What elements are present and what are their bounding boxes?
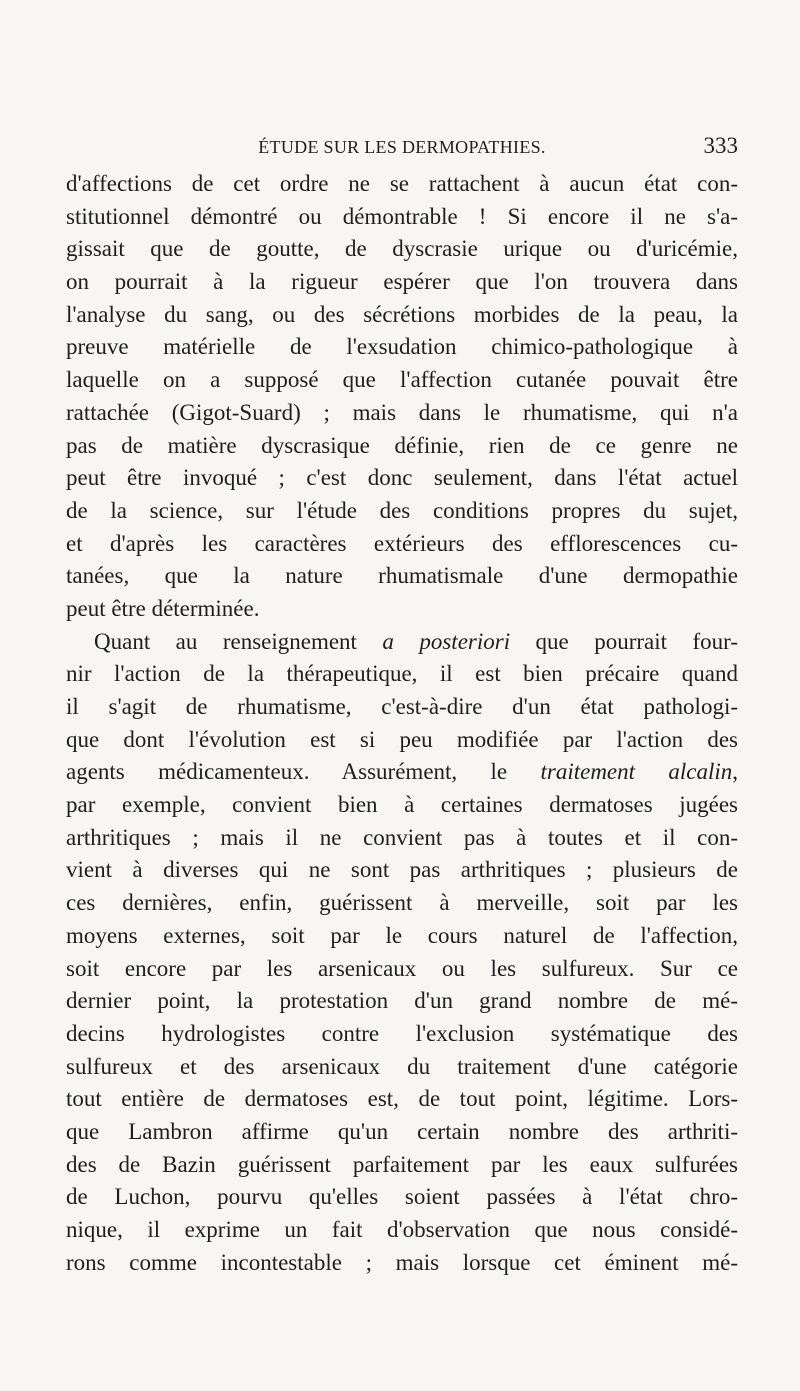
text-line xyxy=(66,724,738,757)
text-line xyxy=(66,1116,738,1149)
text-segment: arthritiques ; mais il ne convient pas à toutes et il con- xyxy=(66,824,738,850)
text-segment: vient à diverses qui ne sont pas arthritiques ; plusieurs de xyxy=(66,857,738,883)
text-line xyxy=(66,887,738,920)
text-segment: peut être déterminée. xyxy=(66,595,260,621)
text-segment: pas de matière dyscrasique définie, rien de ce genre ne xyxy=(66,432,738,458)
text-segment: d'affections de cet ordre ne se rattachent à aucun état con- xyxy=(66,171,738,196)
text-segment: gissait que de goutte, de dyscrasie urique ou d'uricémie, xyxy=(66,236,738,262)
text-line xyxy=(66,364,738,397)
text-line xyxy=(66,233,738,266)
text-segment: agents médicamenteux. Assurément, le xyxy=(66,759,541,785)
text-line xyxy=(66,756,738,789)
text-segment: que Lambron affirme qu'un certain nombre des arthriti- xyxy=(66,1118,738,1144)
text-line xyxy=(66,560,738,593)
text-segment: dernier point, la protestation d'un grand nombre de mé- xyxy=(66,988,738,1014)
text-line xyxy=(66,266,738,299)
text-segment: tout entière de dermatoses est, de tout point, légitime. Lors- xyxy=(66,1086,738,1112)
text-line xyxy=(66,430,738,463)
text-segment: rons comme incontestable ; mais lorsque cet éminent mé- xyxy=(66,1249,738,1275)
text-segment: soit encore par les arsenicaux ou les sulfureux. Sur ce xyxy=(66,955,738,981)
text-line xyxy=(66,920,738,953)
text-line xyxy=(66,1018,738,1051)
text-line xyxy=(66,985,738,1018)
text-line xyxy=(66,658,738,691)
text-segment: laquelle on a supposé que l'affection cutanée pouvait être xyxy=(66,367,738,393)
text-line xyxy=(66,528,738,561)
text-line xyxy=(66,1083,738,1116)
text-line xyxy=(66,397,738,430)
running-title: ÉTUDE SUR LES DERMOPATHIES. xyxy=(258,137,546,157)
text-segment: sulfureux et des arsenicaux du traitement d'une catégorie xyxy=(66,1053,738,1079)
text-segment: preuve matérielle de l'exsudation chimico-pathologique à xyxy=(66,334,738,360)
text-line xyxy=(66,854,738,887)
page-header xyxy=(66,131,738,165)
text-segment: nique, il exprime un fait d'observation que nous considé- xyxy=(66,1217,738,1242)
page-number: 333 xyxy=(703,133,738,158)
text-segment: que pourrait four- xyxy=(510,628,738,654)
text-line xyxy=(66,1214,738,1247)
text-line xyxy=(66,789,738,822)
text-line xyxy=(66,953,738,986)
text-segment: l'analyse du sang, ou des sécrétions morbides de la peau, la xyxy=(66,301,738,327)
text-line xyxy=(66,822,738,855)
text-segment: ces dernières, enfin, guérissent à merveille, soit par les xyxy=(66,890,738,916)
text-segment: , xyxy=(732,759,739,785)
text-line xyxy=(66,462,738,495)
text-line xyxy=(66,1181,738,1214)
body-text xyxy=(66,168,738,1279)
text-segment: de Luchon, pourvu qu'elles soient passées à l'état chro- xyxy=(66,1184,738,1210)
text-segment: et d'après les caractères extérieurs des efflorescences cu- xyxy=(66,530,738,556)
text-segment: par exemple, convient bien à certaines dermatoses jugées xyxy=(66,792,738,818)
text-segment: que dont l'évolution est si peu modifiée par l'action des xyxy=(66,726,738,752)
text-segment: decins hydrologistes contre l'exclusion systématique des xyxy=(66,1020,738,1046)
text-segment: stitutionnel démontré ou démontrable ! Si encore il ne s'a- xyxy=(66,203,738,229)
text-line xyxy=(66,593,738,626)
text-line xyxy=(66,691,738,724)
text-segment: Quant au renseignement xyxy=(94,628,383,654)
text-segment: nir l'action de la thérapeutique, il est bien précaire quand xyxy=(66,661,738,687)
text-segment: on pourrait à la rigueur espérer que l'on trouvera dans xyxy=(66,269,738,295)
text-segment: rattachée (Gigot-Suard) ; mais dans le rhumatisme, qui n'a xyxy=(66,399,738,425)
text-line xyxy=(66,1149,738,1182)
italic-phrase: traitement alcalin xyxy=(540,759,733,785)
text-segment: moyens externes, soit par le cours naturel de l'affection, xyxy=(66,922,738,948)
text-line xyxy=(66,201,738,234)
text-segment: peut être invoqué ; c'est donc seulement, dans l'état actuel xyxy=(66,465,738,491)
text-segment: des de Bazin guérissent parfaitement par les eaux sulfurées xyxy=(66,1151,738,1177)
text-line xyxy=(66,1247,738,1280)
text-line xyxy=(66,168,738,201)
text-segment: tanées, que la nature rhumatismale d'une dermopathie xyxy=(66,563,738,589)
text-segment: de la science, sur l'étude des conditions propres du sujet, xyxy=(66,497,738,523)
text-line xyxy=(66,495,738,528)
text-segment: il s'agit de rhumatisme, c'est-à-dire d'un état pathologi- xyxy=(66,694,738,719)
text-line xyxy=(66,331,738,364)
text-line xyxy=(66,299,738,332)
text-line xyxy=(66,626,738,659)
italic-phrase: a posteriori xyxy=(382,628,511,654)
text-line xyxy=(66,1051,738,1084)
